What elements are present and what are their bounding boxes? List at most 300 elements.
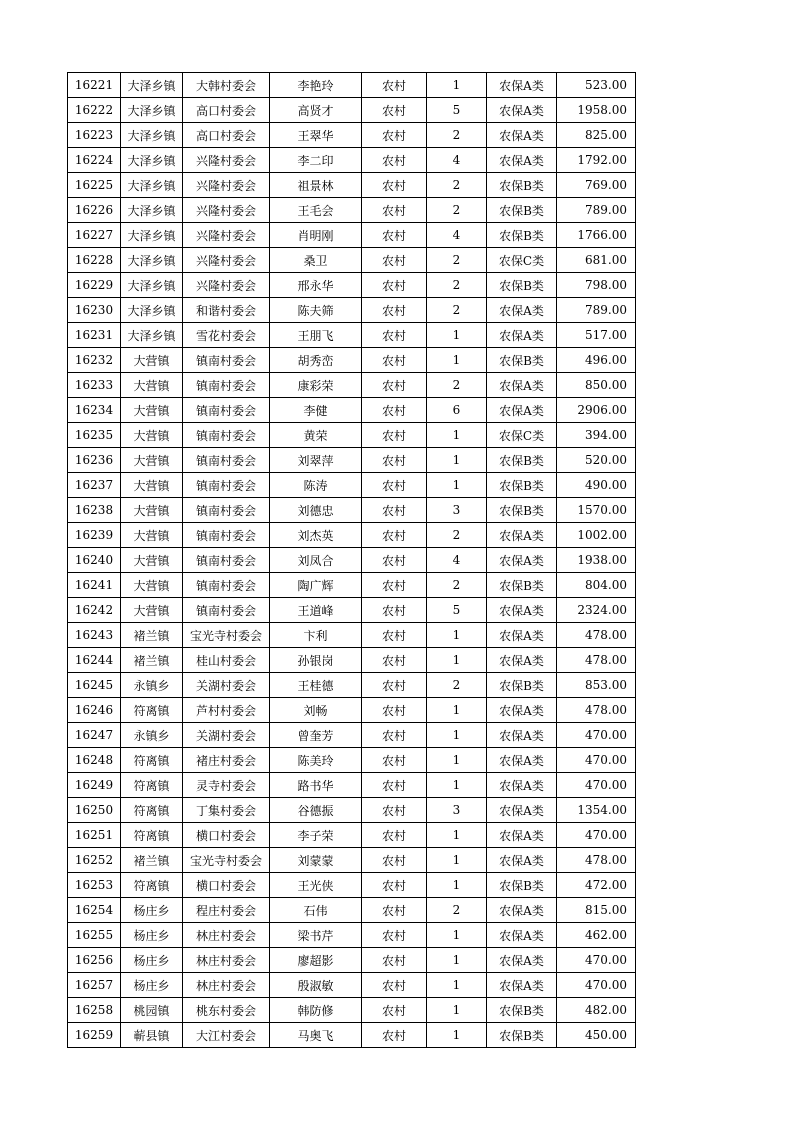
household-count-cell: 1 (427, 323, 487, 348)
amount-cell: 681.00 (557, 248, 636, 273)
insurance-category-cell: 农保C类 (487, 423, 557, 448)
amount-cell: 496.00 (557, 348, 636, 373)
amount-cell: 478.00 (557, 698, 636, 723)
name-cell: 康彩荣 (270, 373, 362, 398)
name-cell: 胡秀峦 (270, 348, 362, 373)
village-committee-cell: 兴隆村委会 (183, 223, 270, 248)
household-count-cell: 1 (427, 873, 487, 898)
residence-type-cell: 农村 (362, 898, 427, 923)
residence-type-cell: 农村 (362, 498, 427, 523)
name-cell: 曾奎芳 (270, 723, 362, 748)
insurance-category-cell: 农保A类 (487, 623, 557, 648)
insurance-category-cell: 农保B类 (487, 348, 557, 373)
town-cell: 大营镇 (121, 423, 183, 448)
insurance-category-cell: 农保A类 (487, 798, 557, 823)
table-row (68, 123, 636, 148)
record-id-cell: 16235 (68, 423, 121, 448)
household-count-cell: 1 (427, 423, 487, 448)
insurance-category-cell: 农保B类 (487, 198, 557, 223)
town-cell: 符离镇 (121, 698, 183, 723)
village-committee-cell: 兴隆村委会 (183, 198, 270, 223)
name-cell: 黄荣 (270, 423, 362, 448)
table-row (68, 498, 636, 523)
residence-type-cell: 农村 (362, 598, 427, 623)
amount-cell: 470.00 (557, 773, 636, 798)
record-id-cell: 16224 (68, 148, 121, 173)
table-row (68, 748, 636, 773)
amount-cell: 517.00 (557, 323, 636, 348)
insurance-category-cell: 农保B类 (487, 873, 557, 898)
insurance-category-cell: 农保A类 (487, 973, 557, 998)
insurance-category-cell: 农保B类 (487, 673, 557, 698)
amount-cell: 815.00 (557, 898, 636, 923)
residence-type-cell: 农村 (362, 423, 427, 448)
table-row (68, 723, 636, 748)
amount-cell: 825.00 (557, 123, 636, 148)
name-cell: 孙银岗 (270, 648, 362, 673)
town-cell: 褚兰镇 (121, 648, 183, 673)
residence-type-cell: 农村 (362, 998, 427, 1023)
residence-type-cell: 农村 (362, 648, 427, 673)
name-cell: 廖超影 (270, 948, 362, 973)
insurance-category-cell: 农保A类 (487, 398, 557, 423)
residence-type-cell: 农村 (362, 298, 427, 323)
record-id-cell: 16253 (68, 873, 121, 898)
residence-type-cell: 农村 (362, 773, 427, 798)
village-committee-cell: 镇南村委会 (183, 573, 270, 598)
name-cell: 刘蒙蒙 (270, 848, 362, 873)
household-count-cell: 2 (427, 573, 487, 598)
record-id-cell: 16229 (68, 273, 121, 298)
name-cell: 高贤才 (270, 98, 362, 123)
village-committee-cell: 桃东村委会 (183, 998, 270, 1023)
insurance-category-cell: 农保B类 (487, 273, 557, 298)
town-cell: 符离镇 (121, 748, 183, 773)
record-id-cell: 16223 (68, 123, 121, 148)
residence-type-cell: 农村 (362, 748, 427, 773)
name-cell: 王桂德 (270, 673, 362, 698)
table-row (68, 148, 636, 173)
table-row (68, 398, 636, 423)
record-id-cell: 16241 (68, 573, 121, 598)
amount-cell: 472.00 (557, 873, 636, 898)
village-committee-cell: 横口村委会 (183, 823, 270, 848)
amount-cell: 1766.00 (557, 223, 636, 248)
residence-type-cell: 农村 (362, 273, 427, 298)
village-committee-cell: 和谐村委会 (183, 298, 270, 323)
household-count-cell: 2 (427, 273, 487, 298)
town-cell: 大泽乡镇 (121, 148, 183, 173)
record-id-cell: 16252 (68, 848, 121, 873)
amount-cell: 850.00 (557, 373, 636, 398)
name-cell: 桑卫 (270, 248, 362, 273)
village-committee-cell: 镇南村委会 (183, 373, 270, 398)
village-committee-cell: 丁集村委会 (183, 798, 270, 823)
village-committee-cell: 兴隆村委会 (183, 173, 270, 198)
residence-type-cell: 农村 (362, 973, 427, 998)
insurance-category-cell: 农保A类 (487, 523, 557, 548)
town-cell: 杨庄乡 (121, 948, 183, 973)
amount-cell: 523.00 (557, 73, 636, 98)
insurance-category-cell: 农保A类 (487, 923, 557, 948)
village-committee-cell: 灵寺村委会 (183, 773, 270, 798)
household-count-cell: 2 (427, 673, 487, 698)
village-committee-cell: 镇南村委会 (183, 523, 270, 548)
name-cell: 王翠华 (270, 123, 362, 148)
residence-type-cell: 农村 (362, 548, 427, 573)
town-cell: 大营镇 (121, 598, 183, 623)
village-committee-cell: 镇南村委会 (183, 398, 270, 423)
insurance-category-cell: 农保A类 (487, 548, 557, 573)
name-cell: 刘翠萍 (270, 448, 362, 473)
record-id-cell: 16221 (68, 73, 121, 98)
village-committee-cell: 林庄村委会 (183, 973, 270, 998)
amount-cell: 478.00 (557, 623, 636, 648)
insurance-category-cell: 农保A类 (487, 723, 557, 748)
residence-type-cell: 农村 (362, 948, 427, 973)
insurance-category-cell: 农保B类 (487, 573, 557, 598)
village-committee-cell: 芦村村委会 (183, 698, 270, 723)
town-cell: 大泽乡镇 (121, 323, 183, 348)
amount-cell: 798.00 (557, 273, 636, 298)
household-count-cell: 5 (427, 98, 487, 123)
insurance-category-cell: 农保B类 (487, 998, 557, 1023)
town-cell: 大营镇 (121, 373, 183, 398)
name-cell: 陈夫筛 (270, 298, 362, 323)
residence-type-cell: 农村 (362, 73, 427, 98)
insurance-category-cell: 农保A类 (487, 373, 557, 398)
amount-cell: 470.00 (557, 948, 636, 973)
residence-type-cell: 农村 (362, 373, 427, 398)
amount-cell: 394.00 (557, 423, 636, 448)
record-id-cell: 16234 (68, 398, 121, 423)
residence-type-cell: 农村 (362, 673, 427, 698)
residence-type-cell: 农村 (362, 198, 427, 223)
residence-type-cell: 农村 (362, 248, 427, 273)
insurance-category-cell: 农保B类 (487, 498, 557, 523)
town-cell: 符离镇 (121, 873, 183, 898)
record-id-cell: 16250 (68, 798, 121, 823)
village-committee-cell: 兴隆村委会 (183, 148, 270, 173)
town-cell: 杨庄乡 (121, 923, 183, 948)
residence-type-cell: 农村 (362, 923, 427, 948)
record-id-cell: 16259 (68, 1023, 121, 1048)
residence-type-cell: 农村 (362, 573, 427, 598)
record-id-cell: 16225 (68, 173, 121, 198)
village-committee-cell: 镇南村委会 (183, 423, 270, 448)
amount-cell: 470.00 (557, 723, 636, 748)
residence-type-cell: 农村 (362, 698, 427, 723)
village-committee-cell: 横口村委会 (183, 873, 270, 898)
name-cell: 王朋飞 (270, 323, 362, 348)
amount-cell: 789.00 (557, 298, 636, 323)
table-row (68, 998, 636, 1023)
household-count-cell: 1 (427, 823, 487, 848)
residence-type-cell: 农村 (362, 348, 427, 373)
record-id-cell: 16236 (68, 448, 121, 473)
village-committee-cell: 兴隆村委会 (183, 273, 270, 298)
town-cell: 大营镇 (121, 548, 183, 573)
village-committee-cell: 镇南村委会 (183, 473, 270, 498)
table-row (68, 348, 636, 373)
village-committee-cell: 关湖村委会 (183, 723, 270, 748)
household-count-cell: 1 (427, 848, 487, 873)
village-committee-cell: 兴隆村委会 (183, 248, 270, 273)
insurance-category-cell: 农保A类 (487, 323, 557, 348)
amount-cell: 1792.00 (557, 148, 636, 173)
record-id-cell: 16257 (68, 973, 121, 998)
table-row (68, 648, 636, 673)
insurance-category-cell: 农保A类 (487, 748, 557, 773)
residence-type-cell: 农村 (362, 623, 427, 648)
household-count-cell: 1 (427, 698, 487, 723)
record-id-cell: 16227 (68, 223, 121, 248)
record-id-cell: 16244 (68, 648, 121, 673)
residence-type-cell: 农村 (362, 448, 427, 473)
record-id-cell: 16239 (68, 523, 121, 548)
household-count-cell: 1 (427, 923, 487, 948)
name-cell: 王光侠 (270, 873, 362, 898)
village-committee-cell: 镇南村委会 (183, 548, 270, 573)
record-id-cell: 16233 (68, 373, 121, 398)
table-row (68, 523, 636, 548)
village-committee-cell: 程庄村委会 (183, 898, 270, 923)
village-committee-cell: 宝光寺村委会 (183, 848, 270, 873)
record-id-cell: 16245 (68, 673, 121, 698)
name-cell: 祖景林 (270, 173, 362, 198)
town-cell: 大泽乡镇 (121, 223, 183, 248)
table-row (68, 873, 636, 898)
name-cell: 肖明刚 (270, 223, 362, 248)
amount-cell: 769.00 (557, 173, 636, 198)
household-count-cell: 6 (427, 398, 487, 423)
record-id-cell: 16237 (68, 473, 121, 498)
record-id-cell: 16240 (68, 548, 121, 573)
town-cell: 大营镇 (121, 473, 183, 498)
household-count-cell: 1 (427, 648, 487, 673)
table-row (68, 298, 636, 323)
name-cell: 石伟 (270, 898, 362, 923)
household-count-cell: 1 (427, 448, 487, 473)
town-cell: 永镇乡 (121, 723, 183, 748)
town-cell: 大营镇 (121, 523, 183, 548)
household-count-cell: 2 (427, 173, 487, 198)
residence-type-cell: 农村 (362, 98, 427, 123)
village-committee-cell: 镇南村委会 (183, 448, 270, 473)
table-row (68, 948, 636, 973)
table-row (68, 323, 636, 348)
table-row (68, 273, 636, 298)
town-cell: 大泽乡镇 (121, 273, 183, 298)
household-count-cell: 1 (427, 998, 487, 1023)
insurance-category-cell: 农保A类 (487, 648, 557, 673)
record-id-cell: 16256 (68, 948, 121, 973)
household-count-cell: 5 (427, 598, 487, 623)
insurance-category-cell: 农保A类 (487, 123, 557, 148)
table-row (68, 673, 636, 698)
insurance-category-cell: 农保B类 (487, 1023, 557, 1048)
record-id-cell: 16242 (68, 598, 121, 623)
record-id-cell: 16238 (68, 498, 121, 523)
record-id-cell: 16254 (68, 898, 121, 923)
amount-cell: 1354.00 (557, 798, 636, 823)
name-cell: 谷德振 (270, 798, 362, 823)
insurance-category-cell: 农保B类 (487, 473, 557, 498)
village-committee-cell: 高口村委会 (183, 123, 270, 148)
household-count-cell: 2 (427, 523, 487, 548)
village-committee-cell: 林庄村委会 (183, 948, 270, 973)
amount-cell: 470.00 (557, 973, 636, 998)
amount-cell: 450.00 (557, 1023, 636, 1048)
residence-type-cell: 农村 (362, 848, 427, 873)
amount-cell: 478.00 (557, 648, 636, 673)
amount-cell: 1002.00 (557, 523, 636, 548)
name-cell: 殷淑敏 (270, 973, 362, 998)
residence-type-cell: 农村 (362, 873, 427, 898)
table-body (68, 73, 636, 1048)
town-cell: 褚兰镇 (121, 848, 183, 873)
household-count-cell: 4 (427, 548, 487, 573)
residence-type-cell: 农村 (362, 473, 427, 498)
insurance-category-cell: 农保A类 (487, 598, 557, 623)
village-committee-cell: 镇南村委会 (183, 498, 270, 523)
insurance-category-cell: 农保A类 (487, 823, 557, 848)
name-cell: 梁书芹 (270, 923, 362, 948)
amount-cell: 804.00 (557, 573, 636, 598)
village-committee-cell: 雪花村委会 (183, 323, 270, 348)
table-row (68, 623, 636, 648)
table-row (68, 923, 636, 948)
name-cell: 李二印 (270, 148, 362, 173)
residence-type-cell: 农村 (362, 523, 427, 548)
record-id-cell: 16258 (68, 998, 121, 1023)
village-committee-cell: 桂山村委会 (183, 648, 270, 673)
town-cell: 大营镇 (121, 498, 183, 523)
residence-type-cell: 农村 (362, 1023, 427, 1048)
insurance-category-cell: 农保A类 (487, 698, 557, 723)
record-id-cell: 16222 (68, 98, 121, 123)
table-row (68, 473, 636, 498)
residence-type-cell: 农村 (362, 123, 427, 148)
amount-cell: 462.00 (557, 923, 636, 948)
village-committee-cell: 林庄村委会 (183, 923, 270, 948)
name-cell: 刘德忠 (270, 498, 362, 523)
town-cell: 大泽乡镇 (121, 98, 183, 123)
name-cell: 邢永华 (270, 273, 362, 298)
name-cell: 李艳玲 (270, 73, 362, 98)
record-id-cell: 16255 (68, 923, 121, 948)
village-committee-cell: 镇南村委会 (183, 598, 270, 623)
insurance-category-cell: 农保B类 (487, 448, 557, 473)
table-row (68, 448, 636, 473)
household-count-cell: 1 (427, 473, 487, 498)
household-count-cell: 1 (427, 73, 487, 98)
residence-type-cell: 农村 (362, 723, 427, 748)
amount-cell: 2906.00 (557, 398, 636, 423)
town-cell: 桃园镇 (121, 998, 183, 1023)
name-cell: 李子荣 (270, 823, 362, 848)
town-cell: 大营镇 (121, 348, 183, 373)
record-id-cell: 16251 (68, 823, 121, 848)
data-table (67, 72, 636, 1048)
name-cell: 韩防修 (270, 998, 362, 1023)
household-count-cell: 2 (427, 373, 487, 398)
insurance-category-cell: 农保A类 (487, 948, 557, 973)
village-committee-cell: 大江村委会 (183, 1023, 270, 1048)
town-cell: 大泽乡镇 (121, 248, 183, 273)
table-row (68, 373, 636, 398)
table-row (68, 248, 636, 273)
table-row (68, 698, 636, 723)
town-cell: 大泽乡镇 (121, 173, 183, 198)
name-cell: 路书华 (270, 773, 362, 798)
amount-cell: 853.00 (557, 673, 636, 698)
amount-cell: 789.00 (557, 198, 636, 223)
insurance-category-cell: 农保A类 (487, 773, 557, 798)
name-cell: 刘凤合 (270, 548, 362, 573)
record-id-cell: 16243 (68, 623, 121, 648)
amount-cell: 1958.00 (557, 98, 636, 123)
insurance-category-cell: 农保A类 (487, 73, 557, 98)
table-row (68, 573, 636, 598)
household-count-cell: 1 (427, 723, 487, 748)
household-count-cell: 1 (427, 348, 487, 373)
insurance-category-cell: 农保B类 (487, 223, 557, 248)
table-row (68, 898, 636, 923)
town-cell: 大营镇 (121, 573, 183, 598)
household-count-cell: 1 (427, 973, 487, 998)
household-count-cell: 1 (427, 623, 487, 648)
village-committee-cell: 大韩村委会 (183, 73, 270, 98)
household-count-cell: 4 (427, 148, 487, 173)
amount-cell: 520.00 (557, 448, 636, 473)
name-cell: 刘畅 (270, 698, 362, 723)
residence-type-cell: 农村 (362, 223, 427, 248)
household-count-cell: 2 (427, 248, 487, 273)
town-cell: 符离镇 (121, 798, 183, 823)
town-cell: 永镇乡 (121, 673, 183, 698)
table-row (68, 223, 636, 248)
household-count-cell: 3 (427, 498, 487, 523)
insurance-category-cell: 农保A类 (487, 98, 557, 123)
household-count-cell: 1 (427, 773, 487, 798)
table-row (68, 598, 636, 623)
amount-cell: 470.00 (557, 748, 636, 773)
amount-cell: 482.00 (557, 998, 636, 1023)
record-id-cell: 16247 (68, 723, 121, 748)
record-id-cell: 16249 (68, 773, 121, 798)
town-cell: 大营镇 (121, 448, 183, 473)
record-id-cell: 16228 (68, 248, 121, 273)
residence-type-cell: 农村 (362, 173, 427, 198)
amount-cell: 478.00 (557, 848, 636, 873)
insurance-category-cell: 农保A类 (487, 298, 557, 323)
table-row (68, 198, 636, 223)
town-cell: 大营镇 (121, 398, 183, 423)
record-id-cell: 16226 (68, 198, 121, 223)
name-cell: 陶广辉 (270, 573, 362, 598)
name-cell: 陈美玲 (270, 748, 362, 773)
table-row (68, 548, 636, 573)
town-cell: 杨庄乡 (121, 898, 183, 923)
table-row (68, 773, 636, 798)
village-committee-cell: 宝光寺村委会 (183, 623, 270, 648)
town-cell: 大泽乡镇 (121, 298, 183, 323)
household-count-cell: 2 (427, 298, 487, 323)
table-row (68, 173, 636, 198)
town-cell: 大泽乡镇 (121, 198, 183, 223)
table-row (68, 848, 636, 873)
